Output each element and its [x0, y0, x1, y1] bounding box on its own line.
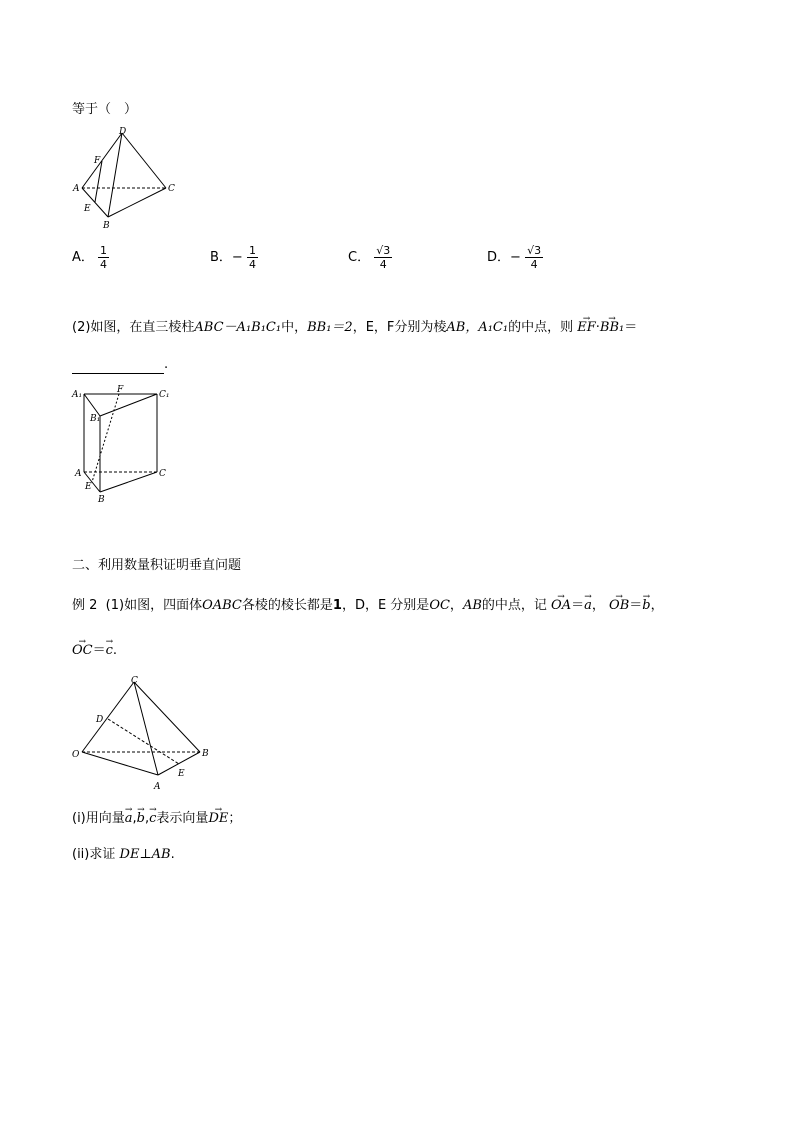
- label-D: D: [96, 715, 104, 725]
- option-c-fraction: $\frac{√3}{4}$: [376, 244, 391, 271]
- q2-stem: (2)如图，在直三棱柱ABC－A₁B₁C₁中，BB₁＝2，E，F分别为棱AB，A₁C₁的中点，则 → EF·→ BB₁＝: [72, 319, 637, 337]
- label-C: C: [168, 184, 175, 194]
- prism-figure: [70, 382, 175, 506]
- vector-bb1: → BB₁: [600, 319, 624, 337]
- label-C: C: [159, 469, 166, 479]
- ex2-sub-ii: (ii)求证 DE⊥AB.: [72, 847, 175, 862]
- vector-a: → a: [584, 597, 592, 615]
- label-A: A: [75, 469, 82, 479]
- vector-oc: → OC: [72, 642, 93, 660]
- label-A1: A₁: [72, 390, 83, 400]
- option-a-fraction: $\frac{1}{4}$: [100, 244, 108, 271]
- label-E: E: [178, 769, 185, 779]
- option-c-letter: C．: [348, 250, 371, 265]
- vector-b: → b: [642, 597, 650, 615]
- option-a[interactable]: [72, 244, 109, 271]
- vector-oa: → OA: [551, 597, 571, 615]
- label-D: D: [119, 127, 127, 137]
- option-b-fraction: $\frac{1}{4}$: [248, 244, 256, 271]
- label-B: B: [103, 221, 110, 231]
- vector-ob: → OB: [609, 597, 629, 615]
- label-A: A: [73, 184, 80, 194]
- tetrahedron-figure-2: [70, 672, 220, 797]
- label-B: B: [202, 749, 209, 759]
- label-F: F: [117, 385, 124, 395]
- label-F: F: [94, 156, 101, 166]
- ex2-sub-i: (i)用向量→ a,→ b,→ c表示向量→ DE；: [72, 810, 241, 828]
- section-heading: 二、利用数量积证明垂直问题: [72, 558, 242, 573]
- ex2-stem: 例 2 (1)如图，四面体OABC各棱的棱长都是1，D，E 分别是OC，AB的中点，记 → OA＝→ a， → OB＝→ b，: [72, 597, 664, 615]
- q2-answer-line[interactable]: .: [72, 356, 168, 374]
- q1-stem-end: 等于（ ）: [72, 102, 138, 117]
- answer-blank[interactable]: [72, 359, 164, 374]
- option-a-letter: A．: [72, 250, 94, 265]
- option-d-letter: D．: [487, 250, 511, 265]
- label-C1: C₁: [159, 390, 170, 400]
- label-C: C: [131, 676, 138, 686]
- vector-de: → DE: [208, 810, 228, 828]
- label-E: E: [84, 204, 91, 214]
- vector-c: → c: [106, 642, 113, 660]
- option-d[interactable]: D．− $\frac{√3}{4}$: [487, 244, 542, 271]
- option-b[interactable]: B．− $\frac{1}{4}$: [210, 244, 256, 271]
- label-B: B: [98, 495, 105, 505]
- label-O: O: [72, 750, 80, 760]
- option-c[interactable]: [348, 244, 392, 271]
- vector-ef: → EF: [577, 319, 596, 337]
- tetrahedron-figure-1: [70, 125, 185, 235]
- label-A: A: [154, 782, 161, 792]
- option-d-fraction: $\frac{√3}{4}$: [527, 244, 542, 271]
- ex2-oc-line: → OC＝→ c.: [72, 642, 117, 660]
- option-b-letter: B．: [210, 250, 232, 265]
- label-B1: B₁: [90, 414, 101, 424]
- label-E: E: [85, 482, 92, 492]
